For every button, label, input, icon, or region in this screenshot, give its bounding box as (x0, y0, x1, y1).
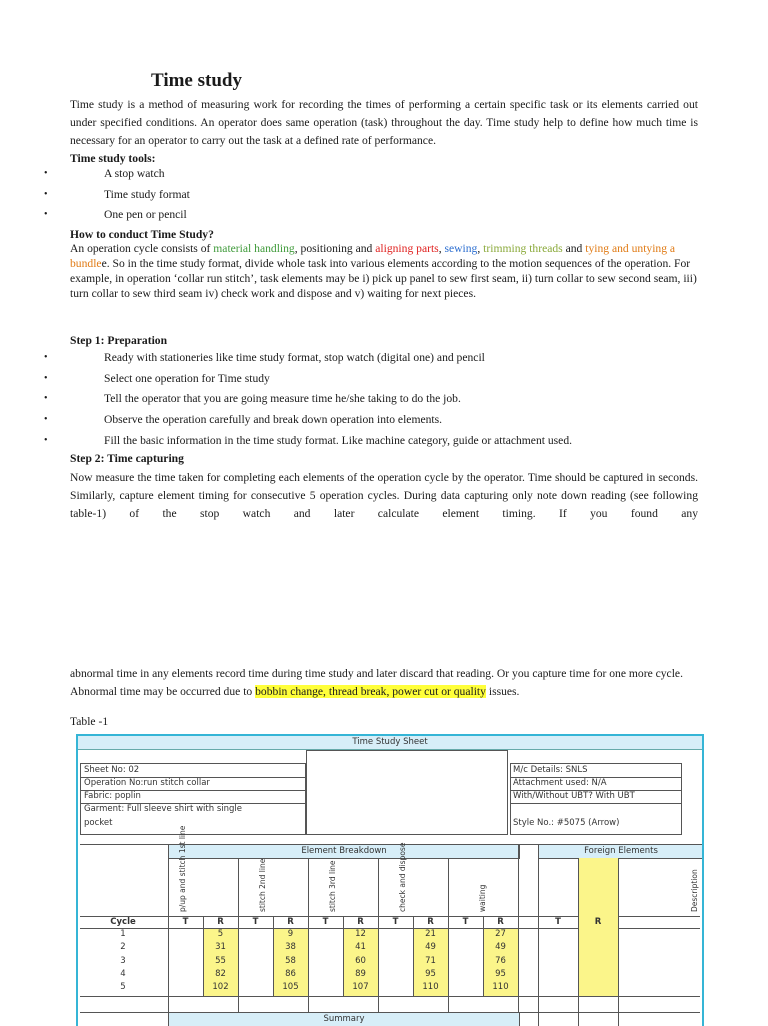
reading-cell: 9 (287, 929, 294, 939)
reading-cell: 49 (495, 942, 506, 953)
highlight-aligning-parts: aligning parts (375, 242, 439, 255)
step2-heading: Step 2: Time capturing (70, 452, 184, 465)
bullet-icon: • (44, 393, 48, 405)
how-heading: How to conduct Time Study? (70, 228, 214, 241)
element-5-label: waiting (478, 884, 487, 912)
attachment-used: Attachment used: N/A (513, 778, 607, 788)
mc-details: M/c Details: SNLS (513, 765, 588, 775)
element-2-label: stitch 2nd line (258, 858, 267, 912)
cycle-cell: 3 (120, 955, 126, 966)
reading-cell: 31 (215, 942, 226, 953)
fabric: Fabric: poplin (84, 791, 141, 801)
reading-cell: 95 (495, 968, 506, 979)
style-no: Style No.: #5075 (Arrow) (513, 818, 620, 828)
time-study-sheet (76, 734, 704, 1026)
highlight-tying-bundle: tying and untying a bundle (70, 242, 676, 270)
bullet-icon: • (44, 434, 48, 446)
table-row (78, 929, 702, 941)
reading-cell: 102 (212, 982, 229, 993)
description-label: Description (690, 869, 699, 912)
reading-cell: 110 (422, 982, 439, 993)
cycle-cell: 5 (120, 982, 126, 993)
page-title: Time study (151, 70, 242, 91)
reading-cell: 55 (215, 955, 226, 966)
highlight-trimming-threads: trimming threads (483, 242, 563, 255)
step2-paragraph-continued: abnormal time in any elements record time during time study and later discard that reading. Or you capture time for one more cycle. Abnormal time may be occurred due to bobbin change, thread break, power cut or quality issues. (70, 667, 683, 698)
cycle-cell: 2 (120, 942, 126, 953)
reading-cell: 89 (355, 968, 366, 979)
how-paragraph: An operation cycle consists of material handling, positioning and aligning parts, sewing, trimming threads and tying and untying a bundlee. So in the time study format, divide whole task into various elements according to the motion sequences of the operation. For example, in operation ‘collar run stitch’, task elements may be i) pick up panel to sew first seam, ii) turn collar to sew second seam, iii) turn collar to sew third seam iv) check work and dispose and v) waiting for next pieces. (70, 242, 697, 300)
bullet-icon: • (44, 372, 48, 384)
sheet-no: Sheet No: 02 (84, 765, 140, 775)
table-label: Table -1 (70, 715, 109, 728)
tools-heading: Time study tools: (70, 152, 156, 165)
reading-cell: 60 (355, 955, 366, 966)
reading-cell: 107 (352, 982, 369, 993)
table-row (78, 982, 702, 994)
bullet-icon: • (44, 168, 48, 179)
garment-cont: pocket (84, 818, 113, 828)
foreign-elements-header: Foreign Elements (538, 844, 704, 859)
bullet-icon: • (44, 188, 48, 200)
reading-cell: 71 (425, 955, 436, 966)
reading-cell: 41 (355, 942, 366, 953)
table-row (78, 956, 702, 968)
reading-cell: 95 (425, 968, 436, 979)
element-4-label: check and dispose (398, 842, 407, 912)
sheet-title: Time Study Sheet (78, 736, 702, 750)
reading-cell: 38 (285, 942, 296, 953)
summary-header: Summary (168, 1012, 520, 1026)
bullet-icon: • (44, 352, 48, 363)
cycle-cell: 4 (120, 968, 126, 979)
highlight-material-handling: material handling (213, 242, 295, 255)
reading-cell: 5 (217, 929, 224, 939)
bullet-icon: • (44, 209, 48, 221)
highlight-abnormal-causes: bobbin change, thread break, power cut or quality (255, 685, 486, 698)
bullet-icon: • (44, 414, 48, 426)
reading-cell: 76 (495, 955, 506, 966)
reading-cell: 82 (215, 968, 226, 979)
reading-cell: 110 (492, 982, 509, 993)
ubt: With/Without UBT? With UBT (513, 791, 635, 801)
reading-cell: 86 (285, 968, 296, 979)
table-row (78, 942, 702, 954)
reading-cell: 12 (355, 929, 366, 939)
garment: Garment: Full sleeve shirt with single (84, 804, 242, 814)
intro-paragraph: Time study is a method of measuring work for recording the times of performing a certain specific task or its elements carried out under specified conditions. An operator does same operation (task) throughout the day. Time study help to define how much time is necessary for an operator to carry out the task at a defined rate of performance. (70, 98, 698, 147)
table-header-row: Cycle T R T R T R T R T R T R (110, 917, 602, 927)
element-3-label: stitch 3rd line (328, 860, 337, 912)
reading-cell: 27 (495, 929, 506, 939)
element-1-label: p/up and stitch 1st line (178, 825, 187, 912)
step2-paragraph: Now measure the time taken for completing each elements of the operation cycle by the operator. Time should be captured in seconds. Similarly, capture element timing for consecutive 5 operation cycles. During data capturing only note down reading (see following table-1) of the stop watch and later calculate element timing. If you found any (70, 471, 698, 520)
reading-cell: 58 (285, 955, 296, 966)
reading-cell: 21 (425, 929, 436, 939)
table-row (78, 969, 702, 981)
document-page: Time study Time study is a method of measuring work for recording the times of performing a certain specific task or its elements carried out under specified conditions. An operator does same operation (task) throughout the day. Time study help to define how much time is necessary for an operator to carry out the task at a defined rate of performance. Time study tools: • A stop watch • Time study format • One pen or pencil How to conduct Time Study? An operation cycle consists of material handling, positioning and aligning parts, sewing, trimming threads and tying and untying a bundlee. So in the time study format, divide whole task into various elements according to the motion sequences of the operation. For example, in operation ‘collar run stitch’, task elements may be i) pick up panel to sew first seam, ii) turn collar to sew second seam, iii) turn collar to sew third seam iv) check work and dispose and v) waiting for next pieces. Step 1: Preparation • Ready with stationeries like time study format, stop watch (digital one) and pencil • Select one operation for Time study • Tell the operator that you are going measure time he/she taking to do the job. • Observe the operation carefully and break down operation into elements. • Fill the basic information in the time study format. Like machine category, guide or attachment used. Step 2: Time capturing Now measure the time taken for completing each elements of the operation cycle by the operator. Time should be captured in seconds. Similarly, capture element timing for consecutive 5 operation cycles. During data capturing only note down reading (see following table-1) of the stop watch and later calculate element timing. If you found any abnormal time in any elements record time during time study and later discard that reading. Or you capture time for one more cycle. Abnormal time may be occurred due to bobbin change, thread break, power cut or quality issues. Table -1 Time Study Sheet Sheet No: 02 Operation No:run stitch collar Fabric: poplin Garment: Full sleeve shirt with single pocket M/c Details: SNLS Attachment used: N/A With/Without UBT? With UBT Style No.: #5075 (Arrow) Element Breakdown Foreign Elements p/up and stitch 1st line stitch 2nd line stitch 3rd line check and dispose waiting Description Cycle T R T R T R T R T R T R 1 5 9 12 21 27 2 31 38 41 49 49 3 55 58 60 71 76 4 82 86 89 95 95 5 102 105 107 110 110 Summary (0, 0, 768, 1024)
highlight-sewing: sewing (444, 242, 478, 255)
element-breakdown-header: Element Breakdown (168, 844, 520, 859)
step1-heading: Step 1: Preparation (70, 334, 168, 347)
operation-no: Operation No:run stitch collar (84, 778, 210, 788)
reading-cell: 105 (282, 982, 299, 993)
reading-cell: 49 (425, 942, 436, 953)
middle-info-box (306, 750, 508, 835)
cycle-cell: 1 (120, 929, 126, 939)
